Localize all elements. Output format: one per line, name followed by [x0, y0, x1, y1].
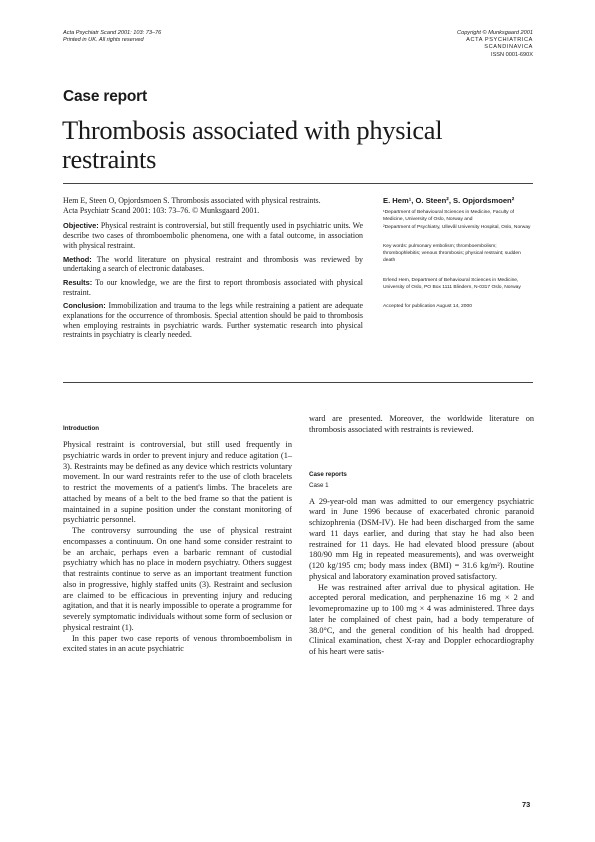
method-label: Method: — [63, 254, 92, 264]
journal-masthead — [333, 30, 533, 59]
correspondence-address: Erlend Hem, Department of Behavioural Sciences in Medicine, University of Oslo, PO Box 1111 Blindern, N-0317 Oslo, Norway — [383, 277, 521, 291]
results-label: Results: — [63, 277, 93, 287]
case-1-paragraph-2: He was restrained after arrival due to physical agitation. He accepted peroral medication, and perphenazine 16 mg × 2 and levomepromazine up to 100 mg × 4 was administered. Three days later he complained of chest pain, had a body temperature of 38.0°C, and the general condition of his health had dropped. Clinical examination, chest X-ray and Doppler echocardiography of his heart were satis- — [309, 582, 534, 656]
printed-in: Printed in UK. All rights reserved — [63, 37, 144, 44]
page-number: 73 — [522, 800, 531, 809]
affiliation-1: ¹Department of Behavioural Sciences in Medicine, Faculty of Medicine, University of Oslo, Norway and — [383, 210, 515, 223]
abstract-objective — [63, 221, 363, 250]
affiliation-2: ²Department of Psychiatry, Ullevål University Hospital, Oslo, Norway — [383, 224, 531, 230]
objective-text: Physical restraint is controversial, but still frequently used in psychiatric units. We describe two cases of thromboembolic phenomena, one with a fatal outcome, in association with physical restraint. — [63, 221, 363, 250]
journal-issue: Acta Psychiatr Scand 2001: 103: 73–76 — [63, 30, 162, 36]
article-title: Thrombosis associated with physical restraints — [62, 115, 443, 174]
intro-continued: ward are presented. Moreover, the worldwide literature on thrombosis associated with restraints is reviewed. — [309, 414, 534, 434]
abstract — [63, 196, 363, 344]
body-column-right — [309, 414, 534, 658]
intro-paragraph-2: The controversy surrounding the use of physical restraint encompasses a continuum. On one hand some consider restraint to be an archaic, perhaps even a barbaric remnant of custodial psychiatry which has no place in modern psychiatry. Others suggest that restraints continue to serve as an important treatment function also in progressive, highly staffed units (3). Restraint and seclusion are claimed to be efficacious in preventing injury and reducing agitation, and that it is nearly impossible to operate a programme for severely symptomatic individuals without some form of seclusion or physical restraint (1). — [63, 526, 292, 632]
citation-authors-title: Hem E, Steen O, Opjordsmoen S. Thrombosis associated with physical restraints. — [63, 196, 321, 205]
case-reports-heading: Case reports — [309, 470, 347, 478]
conclusion-text: Immobilization and trauma to the legs while restraining a patient are adequate explanations for the occurrence of thrombosis. Special attention should be paid to thrombosis when employing restraints in psychiatric wards. Further systematic research into physical restraints in psychiatry is clearly needed. — [63, 301, 363, 340]
journal-name-line2: SCANDINAVICA — [484, 44, 533, 51]
abstract-results — [63, 278, 363, 297]
intro-paragraph-1: Physical restraint is controversial, but still used frequently in psychiatric wards in order to prevent injury and reduce agitation (1–3). Restraints may be defined as any device which restricts voluntary movement. In our ward restraints refer to the use of cloth bracelets to restrict the movements of a patient's limbs. The bracelets are attached by means of a belt to the bed frame so that the patient is maintained in a supine position under the constant monitoring of psychiatric personnel. — [63, 440, 292, 525]
intro-heading: Introduction — [63, 425, 100, 432]
affiliations — [383, 209, 533, 231]
abstract-conclusion — [63, 301, 363, 340]
abstract-divider — [63, 382, 533, 383]
conclusion-label: Conclusion: — [63, 301, 106, 311]
spacer — [309, 436, 534, 470]
objective-label: Objective: — [63, 221, 99, 231]
journal-name-line1: ACTA PSYCHIATRICA — [466, 37, 533, 44]
method-text: The world literature on physical restraint and thrombosis was reviewed by undertaking a search of electronic databases. — [63, 254, 363, 274]
results-text: To our knowledge, we are the first to report thrombosis associated with physical restraint. — [63, 277, 363, 297]
body-column-left — [63, 424, 292, 655]
author-list: E. Hem¹, O. Steen², S. Opjordsmoen² — [383, 196, 515, 205]
copyright-line: Copyright © Munksgaard 2001 — [457, 30, 533, 36]
citation-journal: Acta Psychiatr Scand 2001: 103: 73–76. © Munksgaard 2001. — [63, 205, 260, 215]
case-1-paragraph-1: A 29-year-old man was admitted to our emergency psychiatric ward in June 1996 because of exacerbated chronic paranoid schizophrenia (DSM-IV). He had been discharged from the same ward 11 days earlier, and during that stay he had also been restrained for 11 days. He had elevated blood pressure (about 180/90 mm Hg in repeated measurements), and was overweight (120 kg/195 cm; body mass index (BMI) = 31.6 kg/m²). Routine physical and laboratory examination proved satisfactory. — [309, 496, 534, 581]
issn: ISSN 0001-690X — [491, 51, 533, 58]
intro-paragraph-3: In this paper two case reports of venous thromboembolism in excited states in an acute psychiatric — [63, 633, 292, 654]
abstract-citation — [63, 196, 363, 215]
title-divider — [63, 183, 533, 184]
section-label: Case report — [63, 88, 147, 105]
case-1-heading: Case 1 — [309, 481, 329, 489]
accepted-date: Accepted for publication August 14, 2000 — [383, 304, 472, 310]
author-sidebar — [383, 196, 533, 311]
journal-citation — [63, 30, 263, 44]
abstract-method — [63, 255, 363, 274]
keywords: Key words: pulmonary embolism; thromboembolism; thrombophlebitis; venous thrombosis; physical restraint; sudden death — [383, 243, 521, 264]
